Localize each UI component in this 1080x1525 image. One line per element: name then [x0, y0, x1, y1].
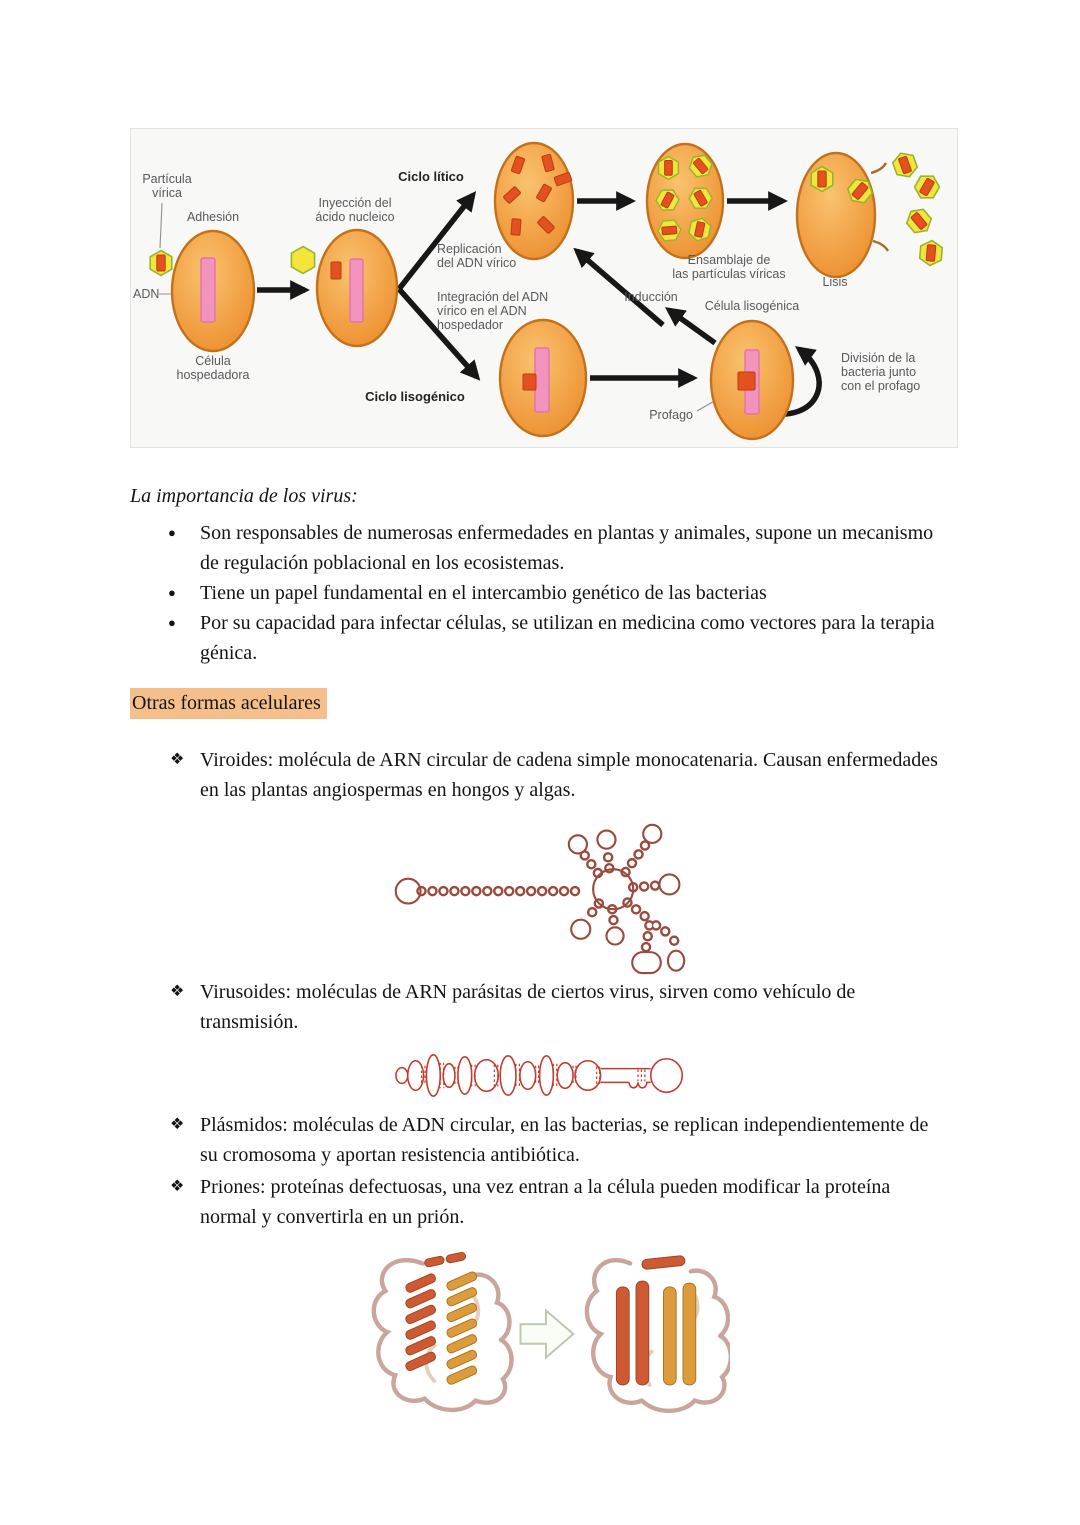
host-cell	[150, 231, 254, 351]
label-replicacion-l2: del ADN vírico	[437, 256, 517, 270]
importancia-bullet-list	[130, 518, 958, 668]
label-ensamblaje-l2: las partículas víricas	[672, 267, 786, 281]
label-division-l1: División de la	[841, 351, 916, 365]
list-item	[130, 518, 958, 578]
label-lisis: Lisis	[822, 275, 848, 289]
label-integracion-l1: Integración del ADN	[437, 290, 549, 304]
diamond-bullet-icon: ❖	[170, 751, 185, 768]
prion-protein-conversion	[358, 1240, 730, 1426]
section-heading-importancia: La importancia de los virus:	[130, 485, 358, 507]
bullet-icon: ●	[168, 585, 176, 600]
list-item	[130, 578, 958, 608]
assembly-cell	[647, 144, 723, 258]
page-content	[130, 128, 958, 1426]
normal-protein-icon	[374, 1252, 512, 1410]
label-ciclo-litico: Ciclo lítico	[398, 169, 464, 184]
replication-cell	[495, 143, 573, 259]
label-division-l2: bacteria junto	[841, 365, 917, 379]
label-adhesion: Adhesión	[186, 210, 240, 224]
label-ensamblaje-l1: Ensamblaje de	[687, 253, 771, 267]
viroid-rna-structure	[387, 811, 702, 975]
label-inyeccion-l2: ácido nucleico	[315, 210, 395, 224]
virusoid-figure-row	[130, 1043, 958, 1108]
empty-capsid-icon	[291, 247, 314, 274]
cycle-diagram-svg	[131, 129, 957, 447]
label-integracion-l2: vírico en el ADN	[437, 304, 527, 318]
label-replicacion-l1: Replicación	[437, 242, 502, 256]
lysis-cell	[797, 150, 943, 277]
list-item-text: Son responsables de numerosas enfermedades en plantas y animales, supone un mecanismo de regulación poblacional en los ecosistemas.	[200, 522, 934, 574]
prophage-square	[738, 372, 755, 390]
list-item	[130, 608, 958, 668]
label-particula-l1: Partícula	[142, 172, 192, 186]
list-item-text: Tiene un papel fundamental en el intercambio genético de las bacterias	[200, 582, 767, 604]
integration-cell	[500, 320, 586, 436]
list-item-priones	[130, 1172, 958, 1232]
diamond-bullet-icon: ❖	[170, 1116, 185, 1133]
lysogenic-cell	[711, 321, 793, 439]
bullet-icon: ●	[168, 525, 176, 540]
lytic-lysogenic-cycle-figure	[130, 128, 958, 448]
conversion-arrow-icon	[521, 1310, 574, 1357]
label-celula-hospedadora-l1: Célula	[195, 354, 231, 368]
label-division-l3: con el profago	[841, 379, 921, 393]
list-item-plasmidos	[130, 1110, 958, 1170]
list-item-text: Viroides: molécula de ARN circular de cadena simple monocatenaria. Causan enfermedades en las plantas angiospermas en hongos y algas.	[200, 749, 938, 801]
host-dna-bar	[201, 258, 215, 322]
label-ciclo-lisogenico: Ciclo lisogénico	[365, 389, 465, 404]
diamond-bullet-icon: ❖	[170, 983, 185, 1000]
label-adn: ADN	[133, 287, 160, 301]
label-profago: Profago	[649, 408, 693, 422]
viroid-figure-row	[130, 811, 958, 975]
list-item-virusoides	[130, 977, 958, 1037]
acellular-forms-list	[130, 745, 958, 1426]
injection-cell	[291, 230, 397, 346]
section-heading-otras-formas: Otras formas acelulares	[130, 688, 327, 719]
prion-figure-row	[130, 1240, 958, 1426]
label-celula-hospedadora-l2: hospedadora	[176, 368, 250, 382]
list-item-text: Por su capacidad para infectar células, se utilizan en medicina como vectores para la terapia génica.	[200, 612, 935, 664]
section-heading-row	[130, 688, 958, 719]
virusoid-rna-rod	[392, 1043, 697, 1108]
prion-protein-icon	[587, 1255, 730, 1410]
bullet-icon: ●	[168, 615, 176, 630]
label-inyeccion-l1: Inyección del	[318, 196, 392, 210]
label-celula-lisogenica: Célula lisogénica	[704, 299, 800, 313]
label-induccion: Inducción	[624, 290, 678, 304]
list-item-text: Priones: proteínas defectuosas, una vez entran a la célula pueden modificar la proteína normal y convertirla en un prión.	[200, 1176, 891, 1228]
label-particula-l2: vírica	[152, 186, 182, 200]
list-item-text: Plásmidos: moléculas de ADN circular, en las bacterias, se replican independientemente de su cromosoma y aportan resistencia antibiótica.	[200, 1114, 929, 1166]
list-item-text: Virusoides: moléculas de ARN parásitas de ciertos virus, sirven como vehículo de transmisión.	[200, 981, 856, 1033]
label-integracion-l3: hospedador	[437, 318, 504, 332]
diamond-bullet-icon: ❖	[170, 1178, 185, 1195]
list-item-viroides	[130, 745, 958, 805]
